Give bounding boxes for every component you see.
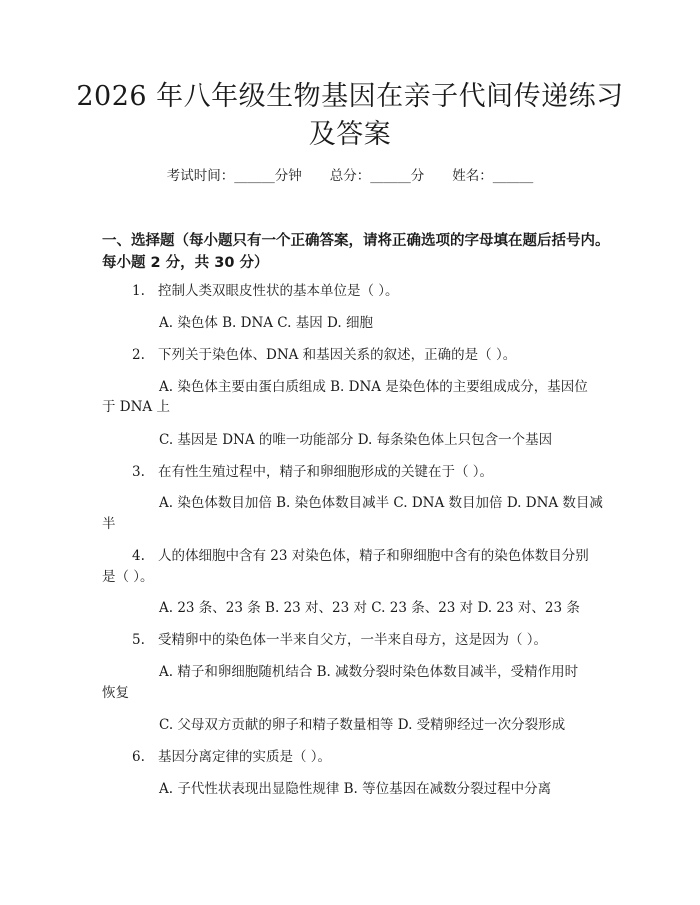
question-number: 2. <box>132 347 145 363</box>
question-number: 4. <box>132 548 145 564</box>
question-options: A. 子代性状表现出显隐性规律 B. 等位基因在减数分裂过程中分离 <box>159 781 552 797</box>
question-options: A. 精子和卵细胞随机结合 B. 减数分裂时染色体数目减半，受精作用时 <box>159 664 579 680</box>
question-number: 3. <box>132 464 145 480</box>
title-line-2: 及答案 <box>308 119 392 150</box>
question-options: A. 染色体 B. DNA C. 基因 D. 细胞 <box>159 315 373 331</box>
question-text: 人的体细胞中含有 23 对染色体，精子和卵细胞中含有的染色体数目分别 <box>158 548 589 564</box>
question-number: 6. <box>132 749 145 765</box>
question-text: 下列关于染色体、DNA 和基因关系的叙述，正确的是（ ）。 <box>158 347 517 363</box>
document-title <box>60 78 640 154</box>
section-heading-line-2: 每小题 2 分，共 30 分） <box>102 255 269 271</box>
question-text: 控制人类双眼皮性状的基本单位是（ ）。 <box>158 283 399 299</box>
exam-time-field: 考试时间：______分钟 <box>166 168 302 184</box>
question-options-cont: 于 DNA 上 <box>102 399 170 415</box>
exam-meta <box>0 166 700 186</box>
question-options: A. 染色体主要由蛋白质组成 B. DNA 是染色体的主要组成成分，基因位 <box>159 379 588 395</box>
question-number: 1. <box>132 283 145 299</box>
title-line-1: 2026 年八年级生物基因在亲子代间传递练习 <box>76 81 624 112</box>
question-options: C. 父母双方贡献的卵子和精子数量相等 D. 受精卵经过一次分裂形成 <box>159 717 566 733</box>
name-field: 姓名：______ <box>452 168 534 184</box>
question-options-cont: 恢复 <box>102 685 129 701</box>
question-options: A. 23 条、23 条 B. 23 对、23 对 C. 23 条、23 对 D. 23 对、23 条 <box>159 600 580 616</box>
section-heading <box>102 230 612 274</box>
question-options-cont: 半 <box>102 516 116 532</box>
section-heading-line-1: 一、选择题（每小题只有一个正确答案，请将正确选项的字母填在题后括号内。 <box>102 233 610 249</box>
question-options: A. 染色体数目加倍 B. 染色体数目减半 C. DNA 数目加倍 D. DNA 数目减 <box>159 495 603 511</box>
question-text: 受精卵中的染色体一半来自父方，一半来自母方，这是因为（ ）。 <box>158 632 548 648</box>
total-score-field: 总分：______分 <box>329 168 425 184</box>
question-options: C. 基因是 DNA 的唯一功能部分 D. 每条染色体上只包含一个基因 <box>159 432 553 448</box>
question-number: 5. <box>132 632 145 648</box>
question-text: 在有性生殖过程中，精子和卵细胞形成的关键在于（ ）。 <box>158 464 494 480</box>
question-text-cont: 是（ ）。 <box>102 569 154 585</box>
question-text: 基因分离定律的实质是（ ）。 <box>158 749 332 765</box>
